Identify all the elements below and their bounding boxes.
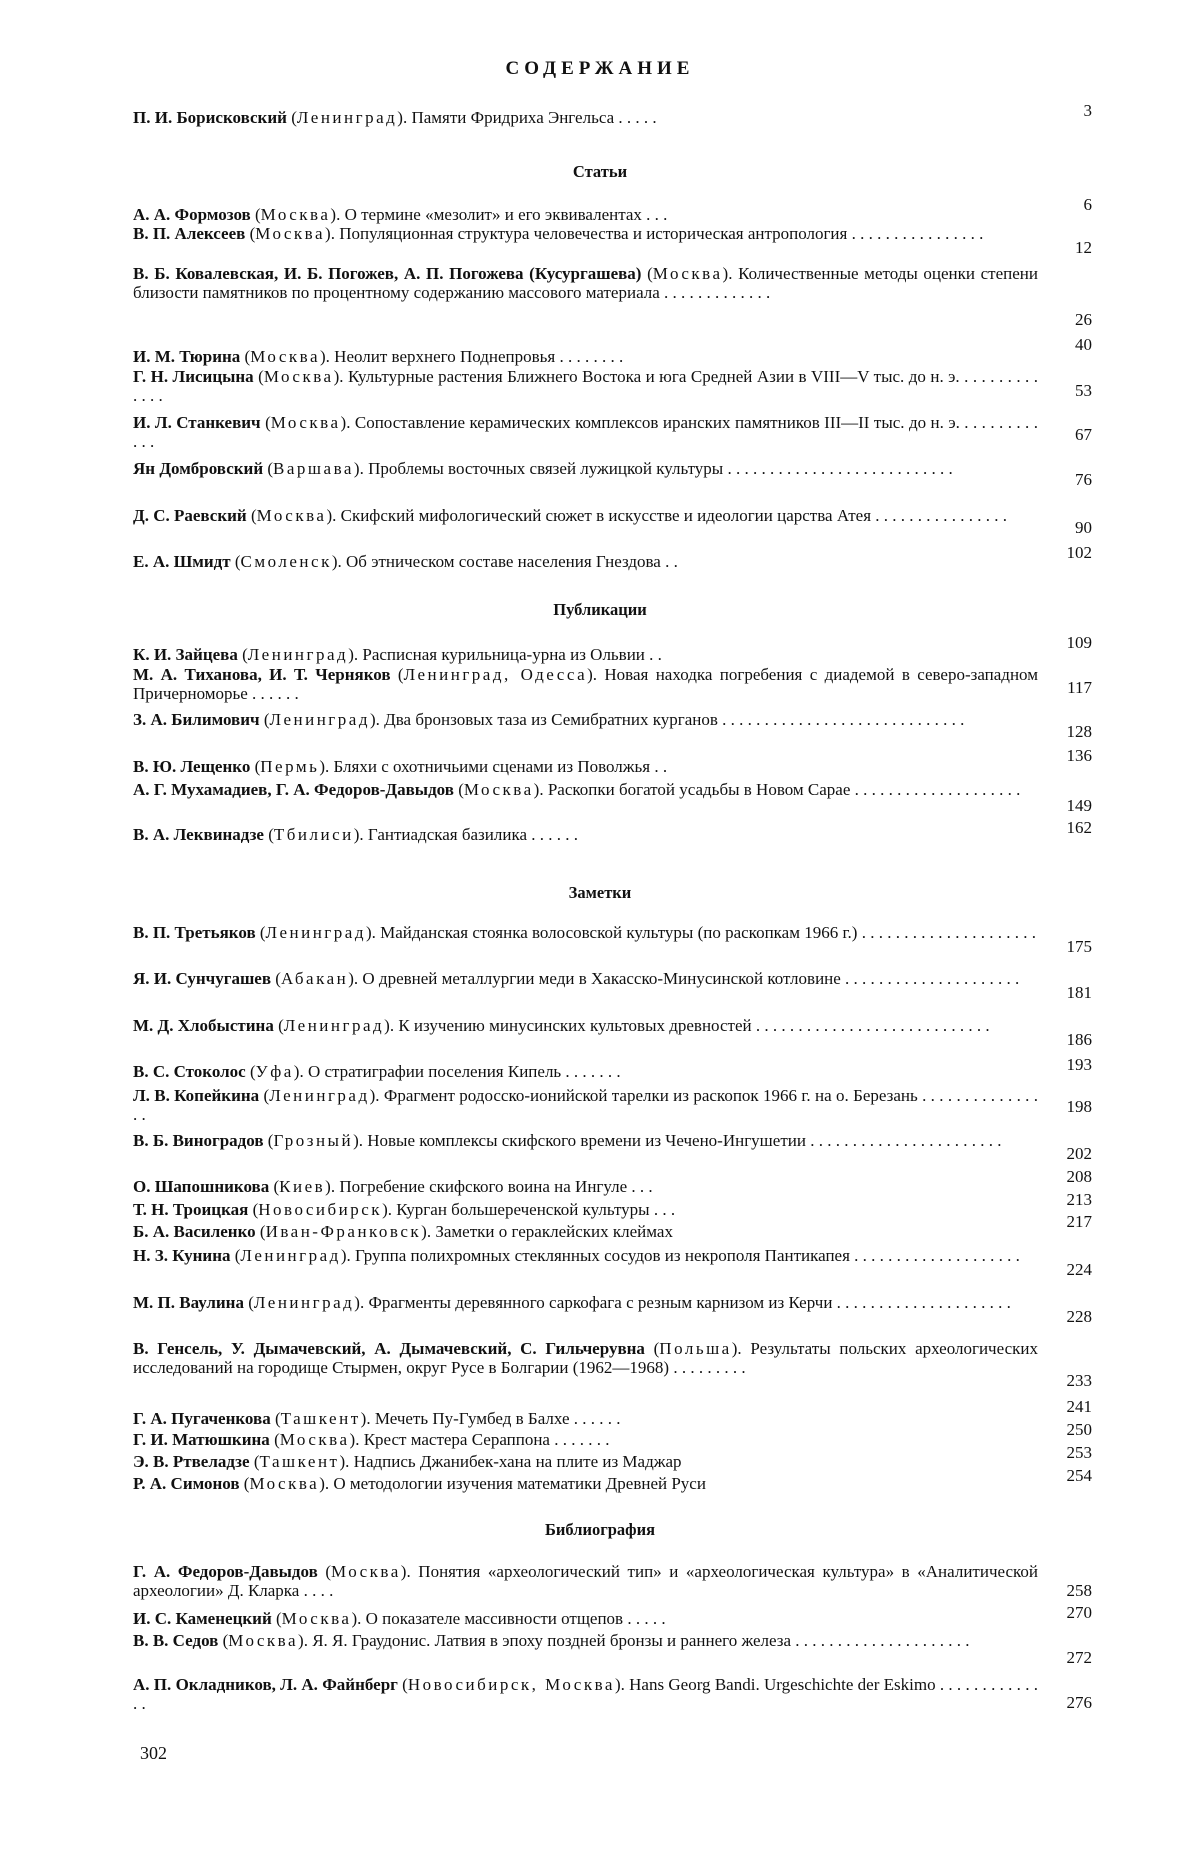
entry-title: . Новая находка погребения с диадемой в северо-западном Причерноморье . . . . . . — [133, 665, 1038, 703]
entry-authors: Е. А. Шмидт — [133, 552, 231, 571]
entry-authors: А. Г. Мухамадиев, Г. А. Федоров-Давыдов — [133, 780, 454, 799]
entry-page: 276 — [1066, 1693, 1092, 1712]
entry-authors: Б. А. Василенко — [133, 1222, 256, 1241]
entry-city: Ленинград — [269, 1086, 370, 1105]
entry-city: Абакан — [280, 969, 349, 988]
entry-authors: М. А. Тиханова, И. Т. Черняков — [133, 665, 391, 684]
toc-entry: Т. Н. Троицкая (Новосибирск). Курган большереченской культуры . . . — [133, 1200, 676, 1219]
toc-entry: М. А. Тиханова, И. Т. Черняков (Ленинград, Одесса). Новая находка погребения с диадемой в северо-западном Причерноморье . . . . . . — [133, 665, 1038, 703]
entry-title: . Скифский мифологический сюжет в искусстве и идеологии царства Атея . . . . . . . . . . . . . . . . — [332, 506, 1008, 525]
entry-page: 270 — [1066, 1603, 1092, 1622]
toc-entry: И. Л. Станкевич (Москва). Сопоставление керамических комплексов иранских памятников III—II тыс. до н. э. . . . . . . . . . . . . — [133, 413, 1038, 451]
entry-city: Москва — [249, 1474, 320, 1493]
entry-authors: В. С. Стоколос — [133, 1062, 246, 1081]
entry-authors: В. В. Седов — [133, 1631, 219, 1650]
entry-city: Москва — [263, 367, 334, 386]
entry-city: Москва — [281, 1609, 352, 1628]
entry-page: 202 — [1066, 1144, 1092, 1163]
toc-entry: Е. А. Шмидт (Смоленск). Об этническом составе населения Гнездова . . — [133, 552, 678, 571]
toc-entry: Л. В. Копейкина (Ленинград). Фрагмент родосско-ионийской тарелки из раскопок 1966 г. на о. Березань . . . . . . . . . . . . . . . . — [133, 1086, 1038, 1124]
toc-entry: Б. А. Василенко (Иван-Франковск). Заметки о гераклейских клеймах — [133, 1222, 673, 1241]
entry-page: 241 — [1066, 1397, 1092, 1416]
entry-authors: О. Шапошникова — [133, 1177, 270, 1196]
toc-entry: Ян Домбровский (Варшава). Проблемы восточных связей лужицкой культуры . . . . . . . . . . . . . . . . . . . . . . . . . . . — [133, 459, 953, 478]
entry-title: . Погребение скифского воина на Ингуле . . . — [330, 1177, 653, 1196]
entry-city: Ленинград — [247, 645, 349, 664]
entry-title: . Я. Я. Граудонис. Латвия в эпоху поздней бронзы и раннего железа . . . . . . . . . . . . . . . . . . . . . — [303, 1631, 970, 1650]
entry-title: . К изучению минусинских культовых древностей . . . . . . . . . . . . . . . . . . . . . . . . . . . . — [389, 1016, 990, 1035]
entry-page: 208 — [1066, 1167, 1092, 1186]
entry-title: . Сопоставление керамических комплексов иранских памятников III—II тыс. до н. э. . . . . . . . . . . . . — [133, 413, 1038, 451]
entry-city: Новосибирск — [258, 1200, 383, 1219]
toc-entry: Д. С. Раевский (Москва). Скифский мифологический сюжет в искусстве и идеологии царства Атея . . . . . . . . . . . . . . . . — [133, 506, 1008, 525]
entry-city: Москва — [228, 1631, 299, 1650]
entry-authors: А. А. Формозов — [133, 205, 251, 224]
entry-authors: В. Генсель, У. Дымачевский, А. Дымачевский, С. Гильчерувна — [133, 1339, 645, 1358]
entry-authors: В. Б. Ковалевская, И. Б. Погожев, А. П. Погожева (Кусургашева) — [133, 264, 642, 283]
entry-page: 53 — [1075, 381, 1092, 400]
entry-page: 258 — [1066, 1581, 1092, 1600]
toc-entry: Г. А. Федоров-Давыдов (Москва). Понятия «археологический тип» и «археологическая культура» в «Аналитической археологии» Д. Кларка . . . . — [133, 1562, 1039, 1600]
entry-page: 253 — [1066, 1443, 1092, 1462]
toc-entry: В. А. Леквинадзе (Тбилиси). Гантиадская базилика . . . . . . — [133, 825, 578, 844]
entry-authors: Г. И. Матюшкина — [133, 1430, 270, 1449]
toc-entry: В. Б. Ковалевская, И. Б. Погожев, А. П. Погожева (Кусургашева) (Москва). Количественные методы оценки степени близости памятников по процентному содержанию массового материала . . . . . . . . . . . . . — [133, 264, 1038, 302]
entry-page: 186 — [1066, 1030, 1092, 1049]
entry-page: 26 — [1075, 310, 1092, 329]
entry-city: Москва — [331, 1562, 401, 1581]
entry-title: . Мечеть Пу-Гумбед в Балхе . . . . . . — [366, 1409, 621, 1428]
entry-title: . Популяционная структура человечества и историческая антропология . . . . . . . . . . . . . . . . — [330, 224, 984, 243]
section-heading: Библиография — [544, 1520, 656, 1539]
entry-title: . Результаты польских археологических исследований на городище Стырмен, округ Русе в Болгарии (1962—1968) . . . . . . . . . — [133, 1339, 1038, 1377]
entry-page: 254 — [1066, 1466, 1092, 1485]
entry-city: Новосибирск, Москва — [407, 1675, 615, 1694]
entry-title: . Крест мастера Сераппона . . . . . . . — [355, 1430, 610, 1449]
entry-city: Иван-Франковск — [265, 1222, 422, 1241]
entry-authors: Ян Домбровский — [133, 459, 264, 478]
entry-city: Ленинград, Одесса — [403, 665, 588, 684]
entry-page: 213 — [1066, 1190, 1092, 1209]
entry-authors: З. А. Билимович — [133, 710, 260, 729]
toc-entry: М. Д. Хлобыстина (Ленинград). К изучению минусинских культовых древностей . . . . . . . . . . . . . . . . . . . . . . . . . . . . — [133, 1016, 990, 1035]
entry-city: Киев — [279, 1177, 326, 1196]
entry-title: . Неолит верхнего Поднепровья . . . . . . . . — [325, 347, 624, 366]
entry-page: 217 — [1066, 1212, 1092, 1231]
entry-authors: В. Б. Виноградов — [133, 1131, 264, 1150]
entry-title: . Hans Georg Bandi. Urgeschichte der Eskimo . . . . . . . . . . . . . . — [133, 1675, 1038, 1713]
toc-entry: В. С. Стоколос (Уфа). О стратиграфии поселения Кипель . . . . . . . — [133, 1062, 621, 1081]
entry-page: 198 — [1066, 1097, 1092, 1116]
toc-entry: И. М. Тюрина (Москва). Неолит верхнего Поднепровья . . . . . . . . — [133, 347, 624, 366]
entry-title: . Раскопки богатой усадьбы в Новом Сарае . . . . . . . . . . . . . . . . . . . . — [539, 780, 1021, 799]
entry-title: . Два бронзовых таза из Семибратних курганов . . . . . . . . . . . . . . . . . . . . . . . . . . . . . — [375, 710, 965, 729]
entry-authors: В. П. Третьяков — [133, 923, 256, 942]
entry-page: 3 — [1083, 101, 1092, 120]
entry-authors: И. М. Тюрина — [133, 347, 241, 366]
entry-title: . Культурные растения Ближнего Востока и юга Средней Азии в VIII—V тыс. до н. э. . . . . . . . . . . . . . — [133, 367, 1038, 405]
entry-authors: Э. В. Ртвеладзе — [133, 1452, 250, 1471]
toc-entry: А. А. Формозов (Москва). О термине «мезолит» и его эквивалентах . . . — [133, 205, 668, 224]
entry-authors: И. Л. Станкевич — [133, 413, 261, 432]
entry-authors: Н. З. Кунина — [133, 1246, 231, 1265]
entry-authors: Г. А. Пугаченкова — [133, 1409, 271, 1428]
entry-page: 109 — [1066, 633, 1092, 652]
entry-title: . Понятия «археологический тип» и «археологическая культура» в «Аналитической археологии» Д. Кларка . . . . — [133, 1562, 1039, 1600]
entry-authors: М. Д. Хлобыстина — [133, 1016, 274, 1035]
toc-entry: З. А. Билимович (Ленинград). Два бронзовых таза из Семибратних курганов . . . . . . . . . . . . . . . . . . . . . . . . . . . . . — [133, 710, 965, 729]
entry-city: Ленинград — [253, 1293, 355, 1312]
entry-city: Пермь — [260, 757, 320, 776]
toc-entry: В. В. Седов (Москва). Я. Я. Граудонис. Латвия в эпоху поздней бронзы и раннего железа . . . . . . . . . . . . . . . . . . . . . — [133, 1631, 970, 1650]
entry-page: 117 — [1067, 678, 1092, 697]
entry-title: . Гантиадская базилика . . . . . . — [359, 825, 578, 844]
entry-city: Москва — [255, 224, 326, 243]
entry-city: Тбилиси — [273, 825, 354, 844]
entry-authors: К. И. Зайцева — [133, 645, 238, 664]
entry-page: 193 — [1066, 1055, 1092, 1074]
entry-title: . Майданская стоянка волосовской культуры (по раскопкам 1966 г.) . . . . . . . . . . . . . . . . . . . . . — [371, 923, 1036, 942]
entry-title: . О термине «мезолит» и его эквивалентах . . . — [336, 205, 668, 224]
toc-entry: В. П. Третьяков (Ленинград). Майданская стоянка волосовской культуры (по раскопкам 1966 г.) . . . . . . . . . . . . . . . . . . . . . — [133, 923, 1036, 942]
entry-city: Варшава — [273, 459, 354, 478]
entry-page: 224 — [1066, 1260, 1092, 1279]
entry-authors: В. П. Алексеев — [133, 224, 246, 243]
entry-title: . Новые комплексы скифского времени из Чечено-Ингушетии . . . . . . . . . . . . . . . . . . . . . . . — [358, 1131, 1002, 1150]
entry-city: Ленинград — [296, 108, 398, 127]
entry-page: 102 — [1066, 543, 1092, 562]
entry-city: Ташкент — [259, 1452, 340, 1471]
entry-page: 272 — [1066, 1648, 1092, 1667]
entry-authors: Т. Н. Троицкая — [133, 1200, 249, 1219]
toc-entry: В. Б. Виноградов (Грозный). Новые комплексы скифского времени из Чечено-Ингушетии . . . . . . . . . . . . . . . . . . . . . . . — [133, 1131, 1002, 1150]
toc-entry: Я. И. Сунчугашев (Абакан). О древней металлургии меди в Хакасско-Минусинской котловине . . . . . . . . . . . . . . . . . . . . . — [133, 969, 1020, 988]
toc-entry: Г. Н. Лисицына (Москва). Культурные растения Ближнего Востока и юга Средней Азии в VIII—V тыс. до н. э. . . . . . . . . . . . . . — [133, 367, 1038, 405]
entry-authors: Г. Н. Лисицына — [133, 367, 254, 386]
entry-authors: В. Ю. Лещенко — [133, 757, 251, 776]
page-title: СОДЕРЖАНИЕ — [505, 58, 695, 79]
entry-page: 149 — [1066, 796, 1092, 815]
entry-authors: Р. А. Симонов — [133, 1474, 240, 1493]
toc-entry: К. И. Зайцева (Ленинград). Расписная курильница-урна из Ольвии . . — [133, 645, 662, 664]
entry-title: . Надпись Джанибек-хана на плите из Маджар — [345, 1452, 682, 1471]
entry-city: Ташкент — [280, 1409, 361, 1428]
toc-entry: М. П. Ваулина (Ленинград). Фрагменты деревянного саркофага с резным карнизом из Керчи . . . . . . . . . . . . . . . . . . . . . — [133, 1293, 1011, 1312]
entry-authors: М. П. Ваулина — [133, 1293, 244, 1312]
entry-authors: Д. С. Раевский — [133, 506, 247, 525]
entry-page: 250 — [1066, 1420, 1092, 1439]
toc-entry: В. Генсель, У. Дымачевский, А. Дымачевский, С. Гильчерувна (Польша). Результаты польских археологических исследований на городище Стырмен, округ Русе в Болгарии (1962—1968) . . . . . . . . . — [133, 1339, 1038, 1377]
entry-title: . Курган большереченской культуры . . . — [387, 1200, 676, 1219]
entry-title: . Памяти Фридриха Энгельса . . . . . — [402, 108, 657, 127]
entry-city: Москва — [260, 205, 331, 224]
entry-city: Москва — [463, 780, 534, 799]
entry-city: Москва — [250, 347, 320, 366]
section-heading: Заметки — [568, 883, 632, 902]
entry-city: Москва — [652, 264, 723, 283]
toc-entry: А. Г. Мухамадиев, Г. А. Федоров-Давыдов (Москва). Раскопки богатой усадьбы в Новом Сарае . . . . . . . . . . . . . . . . . . . . — [133, 780, 1021, 799]
toc-entry: В. П. Алексеев (Москва). Популяционная структура человечества и историческая антропология . . . . . . . . . . . . . . . . — [133, 224, 984, 243]
entry-page: 175 — [1066, 937, 1092, 956]
entry-authors: И. С. Каменецкий — [133, 1609, 272, 1628]
entry-title: . Фрагменты деревянного саркофага с резным карнизом из Керчи . . . . . . . . . . . . . . . . . . . . . — [359, 1293, 1011, 1312]
entry-page: 233 — [1066, 1371, 1092, 1390]
entry-city: Уфа — [255, 1062, 294, 1081]
entry-page: 40 — [1075, 335, 1092, 354]
toc-entry: П. И. Борисковский (Ленинград). Памяти Фридриха Энгельса . . . . . — [133, 108, 657, 127]
entry-page: 90 — [1075, 518, 1092, 537]
entry-page: 76 — [1075, 470, 1092, 489]
entry-title: . О древней металлургии меди в Хакасско-Минусинской котловине . . . . . . . . . . . . . . . . . . . . . — [353, 969, 1020, 988]
entry-title: . Бляхи с охотничьими сценами из Поволжья . . — [325, 757, 668, 776]
section-heading: Статьи — [572, 162, 628, 181]
entry-authors: Г. А. Федоров-Давыдов — [133, 1562, 318, 1581]
toc-entry: В. Ю. Лещенко (Пермь). Бляхи с охотничьими сценами из Поволжья . . — [133, 757, 668, 776]
entry-title: . Проблемы восточных связей лужицкой культуры . . . . . . . . . . . . . . . . . . . . . . . . . . . — [359, 459, 953, 478]
entry-city: Ленинград — [240, 1246, 341, 1265]
page-number: 302 — [140, 1743, 167, 1763]
entry-page: 12 — [1075, 238, 1092, 257]
entry-city: Ленинград — [265, 923, 366, 942]
entry-title: . Расписная курильница-урна из Ольвии . . — [353, 645, 662, 664]
entry-title: . О показателе массивности отщепов . . . . . — [357, 1609, 666, 1628]
entry-city: Москва — [256, 506, 327, 525]
toc-entry: Н. З. Кунина (Ленинград). Группа полихромных стеклянных сосудов из некрополя Пантикапея . . . . . . . . . . . . . . . . . . . . — [133, 1246, 1020, 1265]
entry-city: Москва — [279, 1430, 350, 1449]
entry-title: . Фрагмент родосско-ионийской тарелки из раскопок 1966 г. на о. Березань . . . . . . . . . . . . . . . . — [133, 1086, 1038, 1124]
entry-page: 162 — [1066, 818, 1092, 837]
entry-authors: А. П. Окладников, Л. А. Файнберг — [133, 1675, 398, 1694]
section-heading: Публикации — [553, 600, 647, 619]
entry-page: 67 — [1075, 425, 1092, 444]
entry-page: 228 — [1066, 1307, 1092, 1326]
entry-page: 136 — [1066, 746, 1092, 765]
entry-city: Грозный — [273, 1131, 354, 1150]
entry-page: 128 — [1066, 722, 1092, 741]
toc-entry: Э. В. Ртвеладзе (Ташкент). Надпись Джанибек-хана на плите из Маджар — [133, 1452, 682, 1471]
entry-title: . О стратиграфии поселения Кипель . . . . . . . — [299, 1062, 621, 1081]
entry-authors: Л. В. Копейкина — [133, 1086, 260, 1105]
toc-entry: Г. И. Матюшкина (Москва). Крест мастера Сераппона . . . . . . . — [133, 1430, 610, 1449]
entry-city: Ленинград — [269, 710, 370, 729]
toc-entry: Р. А. Симонов (Москва). О методологии изучения математики Древней Руси — [133, 1474, 706, 1493]
entry-title: . О методологии изучения математики Древней Руси — [324, 1474, 706, 1493]
entry-title: . Количественные методы оценки степени близости памятников по процентному содержанию массового материала . . . . . . . . . . . . . — [133, 264, 1038, 302]
toc-entry: И. С. Каменецкий (Москва). О показателе массивности отщепов . . . . . — [133, 1609, 666, 1628]
entry-city: Ленинград — [283, 1016, 385, 1035]
toc-entry: Г. А. Пугаченкова (Ташкент). Мечеть Пу-Гумбед в Балхе . . . . . . — [133, 1409, 621, 1428]
entry-title: . Об этническом составе населения Гнездова . . — [337, 552, 678, 571]
entry-page: 6 — [1083, 195, 1092, 214]
entry-title: . Заметки о гераклейских клеймах — [426, 1222, 673, 1241]
entry-authors: Я. И. Сунчугашев — [133, 969, 272, 988]
entry-title: . Группа полихромных стеклянных сосудов из некрополя Пантикапея . . . . . . . . . . . . . . . . . . . . — [346, 1246, 1020, 1265]
entry-city: Москва — [270, 413, 341, 432]
toc-entry: О. Шапошникова (Киев). Погребение скифского воина на Ингуле . . . — [133, 1177, 653, 1196]
entry-city: Смоленск — [240, 552, 332, 571]
entry-authors: П. И. Борисковский — [133, 108, 287, 127]
toc-entry: А. П. Окладников, Л. А. Файнберг (Новосибирск, Москва). Hans Georg Bandi. Urgeschichte der Eskimo . . . . . . . . . . . . . . — [133, 1675, 1038, 1713]
entry-authors: В. А. Леквинадзе — [133, 825, 264, 844]
entry-page: 181 — [1066, 983, 1092, 1002]
entry-city: Польша — [659, 1339, 732, 1358]
